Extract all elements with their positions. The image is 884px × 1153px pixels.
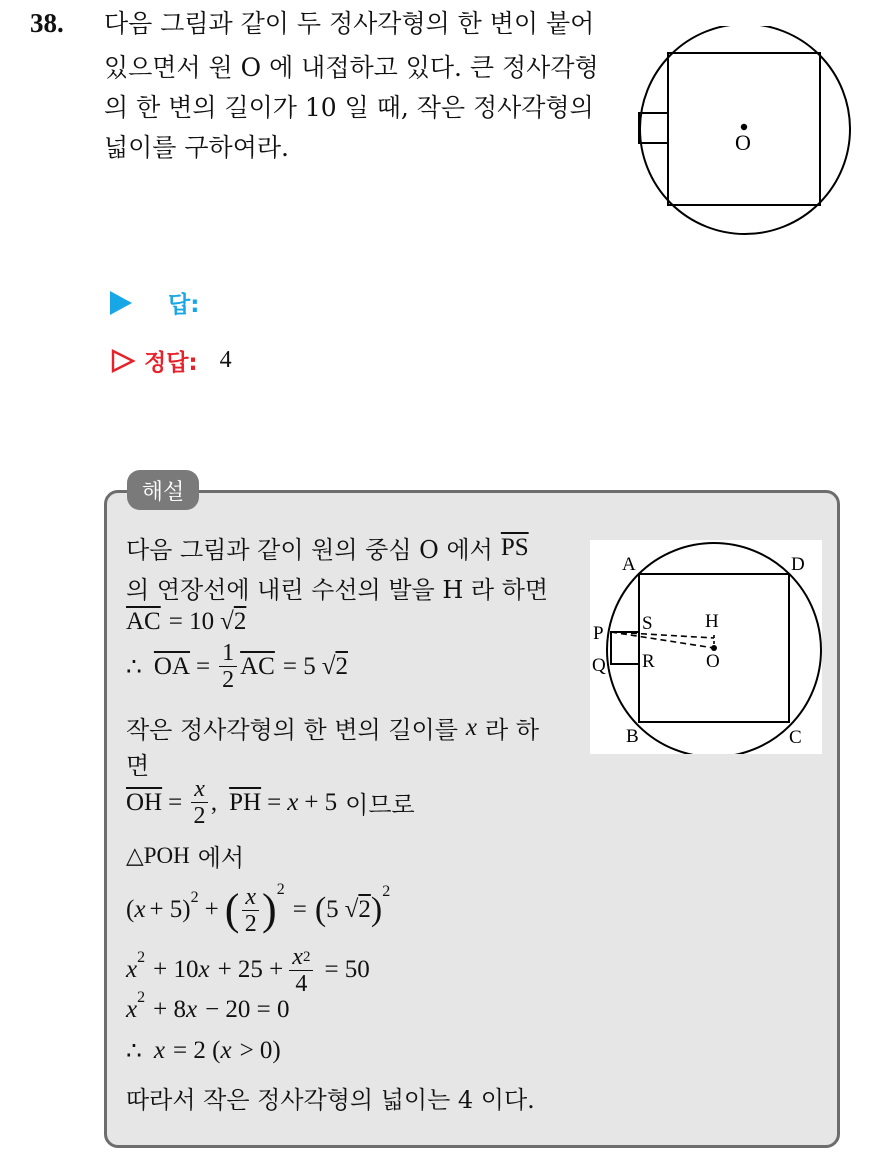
label-d: D [791,554,805,575]
label-h: H [705,611,719,632]
paren-open: ( [224,885,240,934]
fraction [242,884,259,937]
solution-line-4 [126,640,348,693]
solution-figure [590,540,822,754]
math-text: = 50 [324,956,370,983]
math-var: x [126,956,138,983]
fraction [191,776,208,829]
solution-text: 작은 정사각형의 한 변의 길이를 [126,716,458,744]
solution-text: 면 [126,752,150,780]
solution-text: 에서 [197,844,245,872]
label-b: B [626,726,639,747]
problem-figure [634,26,854,241]
label-c: C [789,727,802,748]
fraction [289,944,313,997]
math-text: 2 [335,652,348,680]
fraction-denominator: 4 [295,970,308,997]
therefore-symbol: ∴ [126,653,142,681]
solution-line-3 [126,608,246,636]
math-text: + 5 [304,788,338,816]
correct-answer-value: 4 [219,347,232,373]
segment-ac: $\overline{AC}$ [240,652,275,680]
math-sup: 2 [302,948,311,965]
math-sup: 2 [382,883,391,900]
math-text: ( [126,896,135,923]
math-var: x [220,1037,232,1064]
correct-answer-row [110,344,232,377]
paren-close: ) [370,891,383,928]
solution-text: 다음 그림과 같이 원의 중심 O 에서 [126,536,493,564]
fraction [219,640,237,693]
solution-text: 라 하 [485,716,540,744]
math-text: , [210,788,218,816]
label-s: S [642,613,653,634]
math-text: + [204,896,219,923]
question-text-line-2: 있으면서 원 O 에 내접하고 있다. 큰 정사각형 [104,53,599,82]
solution-line-12 [126,1036,281,1066]
segment-ph: $\overline{PH}$ [229,788,262,816]
math-var: x [153,1037,166,1064]
math-sup: 2 [276,881,285,898]
math-text: + 8 [153,996,186,1023]
fraction-numerator: x [242,884,259,911]
figure-center-label: O [735,130,751,155]
sqrt-icon: √ [321,652,336,680]
paren-open: ( [314,891,327,928]
math-text: = [168,788,183,816]
outline-triangle-icon [110,348,136,374]
math-var: x [134,896,146,923]
math-var: x [126,996,138,1023]
solution-line-8 [126,838,244,873]
play-icon [110,291,132,315]
fraction-denominator: 2 [193,803,206,829]
label-o: O [706,651,720,672]
label-a: A [622,554,636,575]
math-sup: 2 [137,949,146,966]
math-sup: 2 [137,989,146,1006]
segment-oa: $\overline{OA}$ [153,652,191,680]
triangle-poh: △POH [126,842,190,868]
correct-answer-label: 정답: [144,350,198,376]
question-text-line-4: 넓이를 구하여라. [104,133,289,162]
solution-line-5 [126,710,539,745]
solution-line-9 [126,878,390,942]
solution-text: 이므로 [345,791,415,819]
label-p: P [593,623,604,644]
segment-ac: $\overline{AC}$ [126,608,161,635]
therefore-symbol: ∴ [126,1038,142,1065]
solution-line-2 [126,570,548,605]
paren-close: ) [262,885,277,934]
math-text: − 20 = 0 [205,996,290,1023]
fraction-numerator [289,944,313,971]
fraction-numerator: 1 [219,640,237,667]
math-var: x [292,943,303,970]
segment-ps: $\overline{PS}$ [500,533,529,561]
label-q: Q [592,655,606,676]
math-text: = 10 [168,608,215,635]
math-text: = [196,652,211,680]
fraction-denominator: 2 [222,667,235,693]
question-text-line-1: 다음 그림과 같이 두 정사각형의 한 변이 붙어 [104,9,595,38]
answer-row [110,286,199,319]
math-text: = [292,896,307,923]
question-number: 38. [30,8,64,38]
sqrt-icon: √ [220,608,234,635]
math-var: x [198,956,210,983]
math-var: x [287,788,299,816]
math-var: x [465,713,478,741]
solution-line-7 [126,776,415,829]
fraction-numerator: x [191,776,208,803]
math-text: = 2 ( [173,1037,221,1064]
question-text-line-3: 의 한 변의 길이가 10 일 때, 작은 정사각형의 [104,93,594,122]
solution-tag: 해설 [127,470,199,510]
solution-line-11 [126,989,290,1024]
solution-text: 의 연장선에 내린 수선의 발을 H 라 하면 [126,576,549,604]
solution-line-10 [126,940,370,1000]
fraction-denominator: 2 [244,910,257,937]
math-var: x [185,996,198,1023]
math-text: > 0) [239,1037,281,1064]
math-text: + 10 [153,956,199,983]
figure-small-square [639,113,668,143]
math-text: + 5) [149,896,191,923]
segment-oh: $\overline{OH}$ [126,788,163,816]
math-text: + 25 + [217,956,284,983]
math-text: = 5 [282,652,316,680]
solution-line-1 [126,530,529,565]
math-text: 5 [326,896,339,923]
math-text: 2 [233,608,247,635]
math-text: 2 [358,896,371,923]
sqrt-icon: √ [344,896,359,923]
solution-line-13 [126,1080,535,1115]
label-r: R [642,651,655,672]
answer-label: 답: [168,292,200,318]
solution-text: 따라서 작은 정사각형의 넓이는 4 이다. [126,1086,535,1114]
math-text: = [267,788,282,816]
math-sup: 2 [190,889,199,906]
